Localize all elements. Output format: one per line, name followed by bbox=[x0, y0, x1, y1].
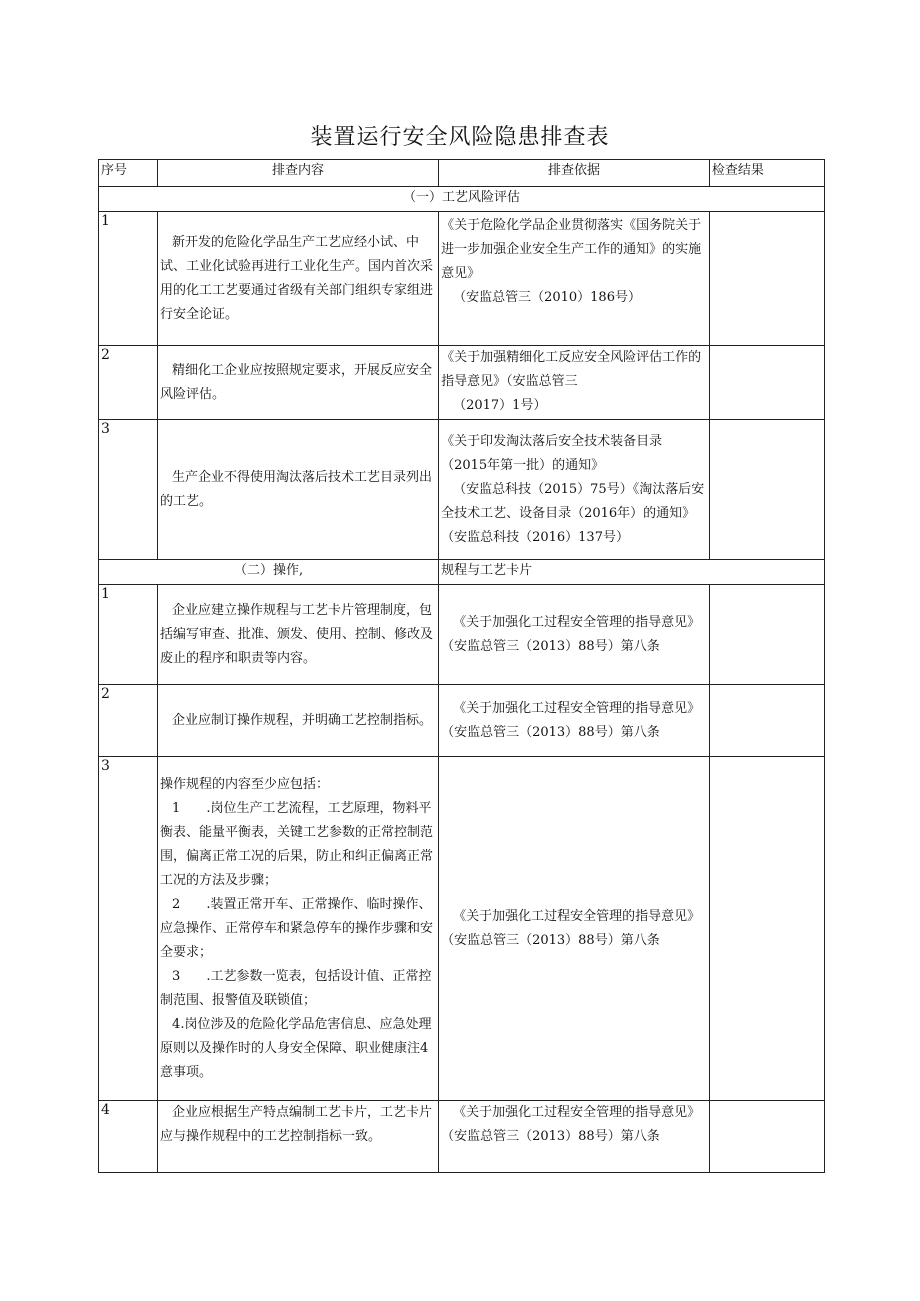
basis-text: 《关于危险化学品企业贯彻落实《国务院关于进一步加强企业安全生产工作的通知》的实施意见》 bbox=[441, 218, 702, 281]
content-item: 2 .装置正常开车、正常操作、临时操作、应急操作、正常停车和紧急停车的操作步骤和安全要求； bbox=[160, 896, 434, 960]
basis-text: 《关于加强化工过程安全管理的指导意见》（安监总管三（2013）88号）第八条 bbox=[441, 700, 701, 740]
basis-text: （安监总管三（2010）186号） bbox=[453, 290, 641, 305]
header-content: 排查内容 bbox=[158, 160, 439, 187]
row-result[interactable] bbox=[709, 212, 824, 346]
content-text: 企业应建立操作规程与工艺卡片管理制度，包括编写审查、批准、颁发、使用、控制、修改及废止的程序和职责等内容。 bbox=[160, 602, 434, 666]
content-text: 生产企业不得使用淘汰落后技术工艺目录列出的工艺。 bbox=[160, 469, 433, 509]
row-index: 3 bbox=[99, 420, 158, 560]
row-content bbox=[158, 212, 439, 346]
basis-text: 《关于加强化工过程安全管理的指导意见》（安监总管三（2013）88号）第八条 bbox=[441, 1105, 701, 1144]
section-label-left: （二）操作, bbox=[99, 560, 439, 585]
content-item: 1 .岗位生产工艺流程，工艺原理，物料平衡表、能量平衡表，关键工艺参数的正常控制范围，偏离正常工况的后果，防止和纠正偏离正常工况的方法及步骤； bbox=[160, 800, 434, 888]
row-index: 4 bbox=[99, 1101, 158, 1173]
row-content bbox=[158, 420, 439, 560]
row-basis bbox=[439, 757, 710, 1101]
row-basis bbox=[439, 1101, 710, 1173]
row-result[interactable] bbox=[709, 585, 824, 685]
table-row bbox=[99, 346, 825, 420]
row-result[interactable] bbox=[709, 1101, 824, 1173]
row-basis bbox=[439, 585, 710, 685]
table-row bbox=[99, 757, 825, 1101]
row-content bbox=[158, 1101, 439, 1173]
page-title: 装置运行安全风险隐患排查表 bbox=[310, 125, 610, 150]
row-content bbox=[158, 757, 439, 1101]
content-text: 精细化工企业应按照规定要求，开展反应安全风险评估。 bbox=[160, 362, 433, 402]
basis-text: 《关于印发淘汰落后安全技术装备目录（2015年第一批）的通知》 bbox=[441, 433, 663, 473]
section-label: （一）工艺风险评估 bbox=[99, 187, 825, 212]
section-label-right: 规程与工艺卡片 bbox=[439, 560, 825, 585]
row-content bbox=[158, 685, 439, 757]
row-index: 2 bbox=[99, 685, 158, 757]
header-basis: 排查依据 bbox=[439, 160, 710, 187]
section-row-1 bbox=[99, 187, 825, 212]
row-basis bbox=[439, 212, 710, 346]
row-result[interactable] bbox=[709, 346, 824, 420]
row-result[interactable] bbox=[709, 685, 824, 757]
table-row bbox=[99, 685, 825, 757]
row-index: 1 bbox=[99, 585, 158, 685]
table-row bbox=[99, 212, 825, 346]
row-index: 1 bbox=[99, 212, 158, 346]
row-result[interactable] bbox=[709, 420, 824, 560]
content-item: 4.岗位涉及的危险化学品危害信息、应急处理原则以及操作时的人身安全保障、职业健康注4意事项。 bbox=[160, 1016, 432, 1080]
row-result[interactable] bbox=[709, 757, 824, 1101]
content-text: 新开发的危险化学品生产工艺应经小试、中试、工业化试验再进行工业化生产。国内首次采用的化工工艺要通过省级有关部门组织专家组进行安全论证。 bbox=[160, 234, 434, 322]
basis-text: （2017）1号） bbox=[453, 398, 547, 413]
risk-inspection-table bbox=[98, 159, 825, 1173]
row-content bbox=[158, 346, 439, 420]
content-item: 3 .工艺参数一览表，包括设计值、正常控制范围、报警值及联锁值； bbox=[160, 968, 432, 1008]
header-result: 检查结果 bbox=[709, 160, 824, 187]
table-row bbox=[99, 585, 825, 685]
content-intro: 操作规程的内容至少应包括： bbox=[160, 776, 330, 792]
table-row bbox=[99, 420, 825, 560]
basis-text: 《关于加强化工过程安全管理的指导意见》（安监总管三（2013）88号）第八条 bbox=[441, 908, 701, 948]
basis-text: （安监总科技（2015）75号）《淘汰落后安全技术工艺、设备目录（2016年）的通知》（安监总科技（2016）137号） bbox=[441, 481, 705, 545]
section-row-2 bbox=[99, 560, 825, 585]
row-index: 3 bbox=[99, 757, 158, 1101]
table-row bbox=[99, 1101, 825, 1173]
row-content bbox=[158, 585, 439, 685]
row-basis bbox=[439, 346, 710, 420]
header-index: 序号 bbox=[99, 160, 158, 187]
table-header-row bbox=[99, 160, 825, 187]
content-text: 企业应根据生产特点编制工艺卡片，工艺卡片应与操作规程中的工艺控制指标一致。 bbox=[160, 1105, 433, 1144]
content-text: 企业应制订操作规程，并明确工艺控制指标。 bbox=[172, 712, 433, 728]
row-basis bbox=[439, 420, 710, 560]
row-index: 2 bbox=[99, 346, 158, 420]
basis-text: 《关于加强精细化工反应安全风险评估工作的指导意见》（安监总管三 bbox=[441, 350, 702, 389]
basis-text: 《关于加强化工过程安全管理的指导意见》（安监总管三（2013）88号）第八条 bbox=[441, 614, 701, 654]
row-basis bbox=[439, 685, 710, 757]
